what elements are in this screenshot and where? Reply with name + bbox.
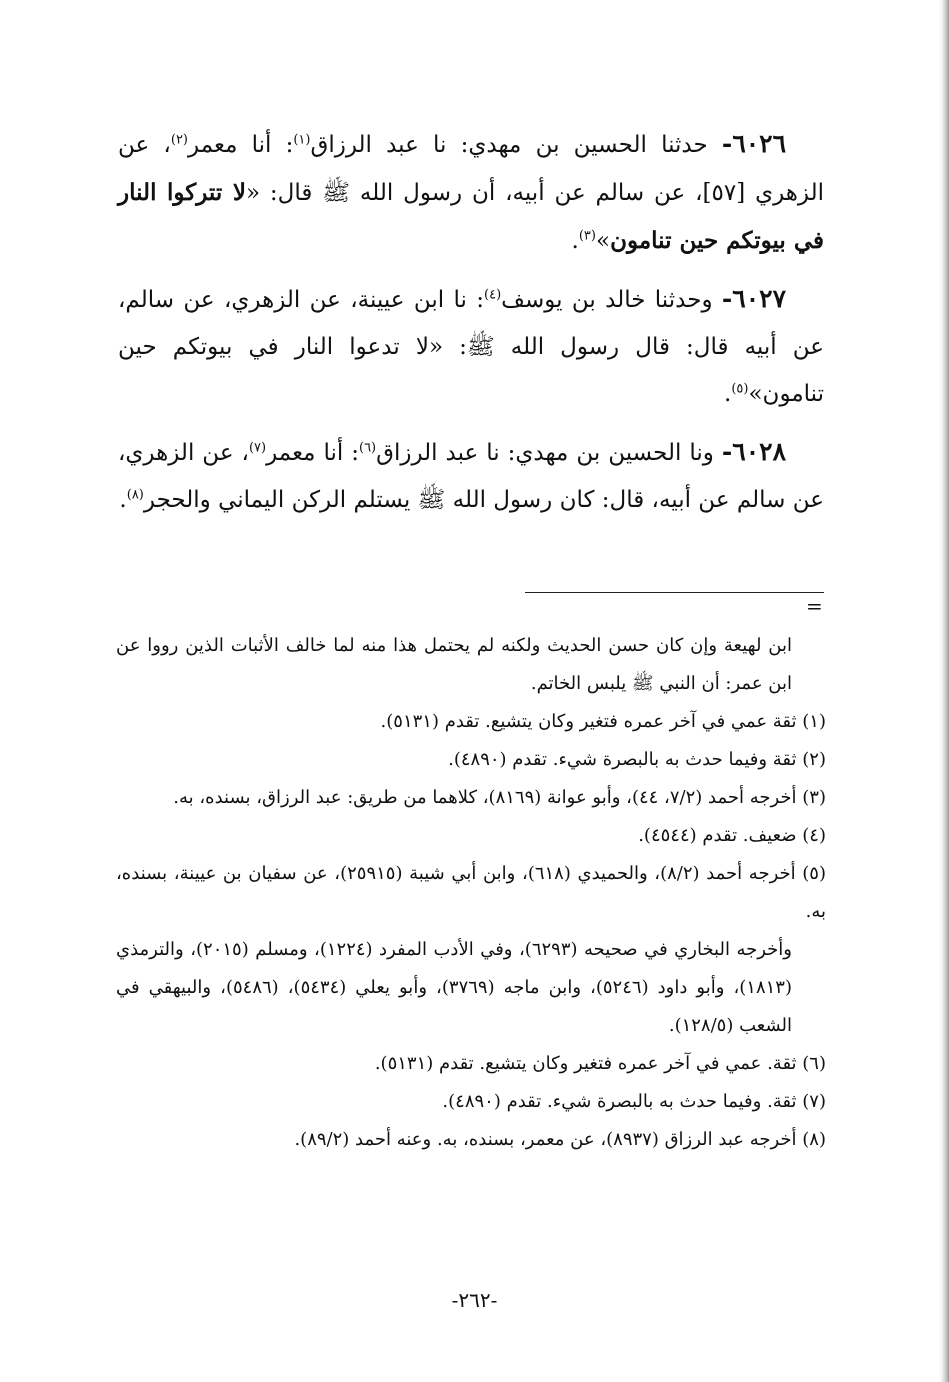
page-number: -٢٦٢-	[451, 1288, 498, 1312]
footnote: (٨) أخرجه عبد الرزاق (٨٩٣٧)، عن معمر، بسنده، به. وعنه أحمد (٨٩/٢).	[294, 1129, 826, 1150]
hadith-text-segment: : نا ابن عيينة، عن الزهري، عن سالم، عن أبيه قال: قال رسول الله ﷺ: «لا تدعوا النار في بيوتكم حين تنامون»	[118, 287, 824, 407]
footnote-separator	[525, 592, 824, 593]
footnote: (٦) ثقة. عمي في آخر عمره فتغير وكان يتشيع. تقدم (٥١٣١).	[374, 1053, 826, 1074]
hadith-text-segment: ، عن الزهري، عن سالم عن أبيه، قال: كان رسول الله ﷺ يستلم الركن اليماني والحجر	[118, 440, 824, 513]
hadith-number: ٦٠٢٦-	[721, 129, 787, 158]
footnote: (٢) ثقة وفيما حدث به بالبصرة شيء. تقدم (٤٨٩٠).	[448, 749, 826, 770]
hadith-number: ٦٠٢٧-	[721, 284, 787, 313]
hadith-text	[118, 132, 824, 254]
hadith-text-segment: .	[724, 381, 732, 407]
hadith-text-segment: : أنا معمر	[188, 132, 294, 158]
continuation-marker: =	[806, 594, 823, 618]
hadith-paragraph	[118, 275, 824, 418]
hadith-text-segment: »	[595, 228, 611, 254]
footnote: ابن لهيعة وإن كان حسن الحديث ولكنه لم يحتمل هذا منه لما خالف الأثبات الذين رووا عن ابن عمر: أن النبي ﷺ يلبس الخاتم.	[116, 635, 792, 694]
hadith-paragraph	[118, 428, 824, 524]
footnote: وأخرجه البخاري في صحيحه (٦٢٩٣)، وفي الأدب المفرد (١٢٢٤)، ومسلم (٢٠١٥)، والترمذي (١٨١٣)، وأبو داود (٥٢٤٦)، وابن ماجه (٣٧٦٩)، وأبو يعلي (٥٤٣٤)، (٥٤٨٦)، والبيهقي في الشعب (١٢٨/٥).	[116, 939, 792, 1036]
hadith-text-segment: حدثنا الحسين بن مهدي: نا عبد الرزاق	[310, 132, 708, 158]
footnote-ref: (٦)	[358, 440, 377, 456]
hadith-text	[118, 440, 824, 513]
hadith-text-segment: ، عن الزهري [٥٧]، عن سالم عن أبيه، أن رسول الله ﷺ قال: «	[118, 132, 825, 206]
footnote-ref: (٢)	[170, 132, 188, 148]
footnote: (٤) ضعيف. تقدم (٤٥٤٤).	[638, 825, 826, 846]
hadith-quote: لا تتركوا النار في بيوتكم حين تنامون	[118, 179, 824, 254]
footnote-ref: (١)	[293, 132, 311, 148]
hadith-paragraph	[118, 120, 824, 265]
footnote-ref: (٣)	[578, 228, 596, 244]
hadith-text-segment: : أنا معمر	[266, 440, 359, 466]
hadith-text-segment: .	[571, 228, 579, 254]
footnote-ref: (٨)	[126, 487, 144, 503]
footnotes	[116, 627, 826, 1159]
hadith-text-segment: ونا الحسين بن مهدي: نا عبد الرزاق	[376, 440, 714, 466]
footnote: (٥) أخرجه أحمد (٨/٢)، والحميدي (٦١٨)، وابن أبي شيبة (٢٥٩١٥)، عن سفيان بن عيينة، بسنده، به.	[116, 863, 826, 922]
footnote: (١) ثقة عمي في آخر عمره فتغير وكان يتشيع. تقدم (٥١٣١).	[380, 711, 826, 732]
hadith-number: ٦٠٢٨-	[721, 437, 787, 466]
footnote-ref: (٧)	[248, 440, 267, 456]
main-text	[118, 120, 824, 534]
footnote: (٧) ثقة. وفيما حدث به بالبصرة شيء. تقدم (٤٨٩٠).	[442, 1091, 826, 1112]
hadith-text-segment: وحدثنا خالد بن يوسف	[501, 287, 713, 313]
footnote: (٣) أخرجه أحمد (٧/٢، ٤٤)، وأبو عوانة (٨١٦٩)، كلاهما من طريق: عبد الرزاق، بسنده، به.	[173, 787, 826, 808]
footnote-ref: (٥)	[731, 381, 749, 397]
footnote-ref: (٤)	[484, 287, 502, 303]
hadith-text	[118, 287, 824, 407]
page-edge-shadow	[939, 0, 949, 1382]
hadith-text-segment: .	[119, 487, 127, 513]
